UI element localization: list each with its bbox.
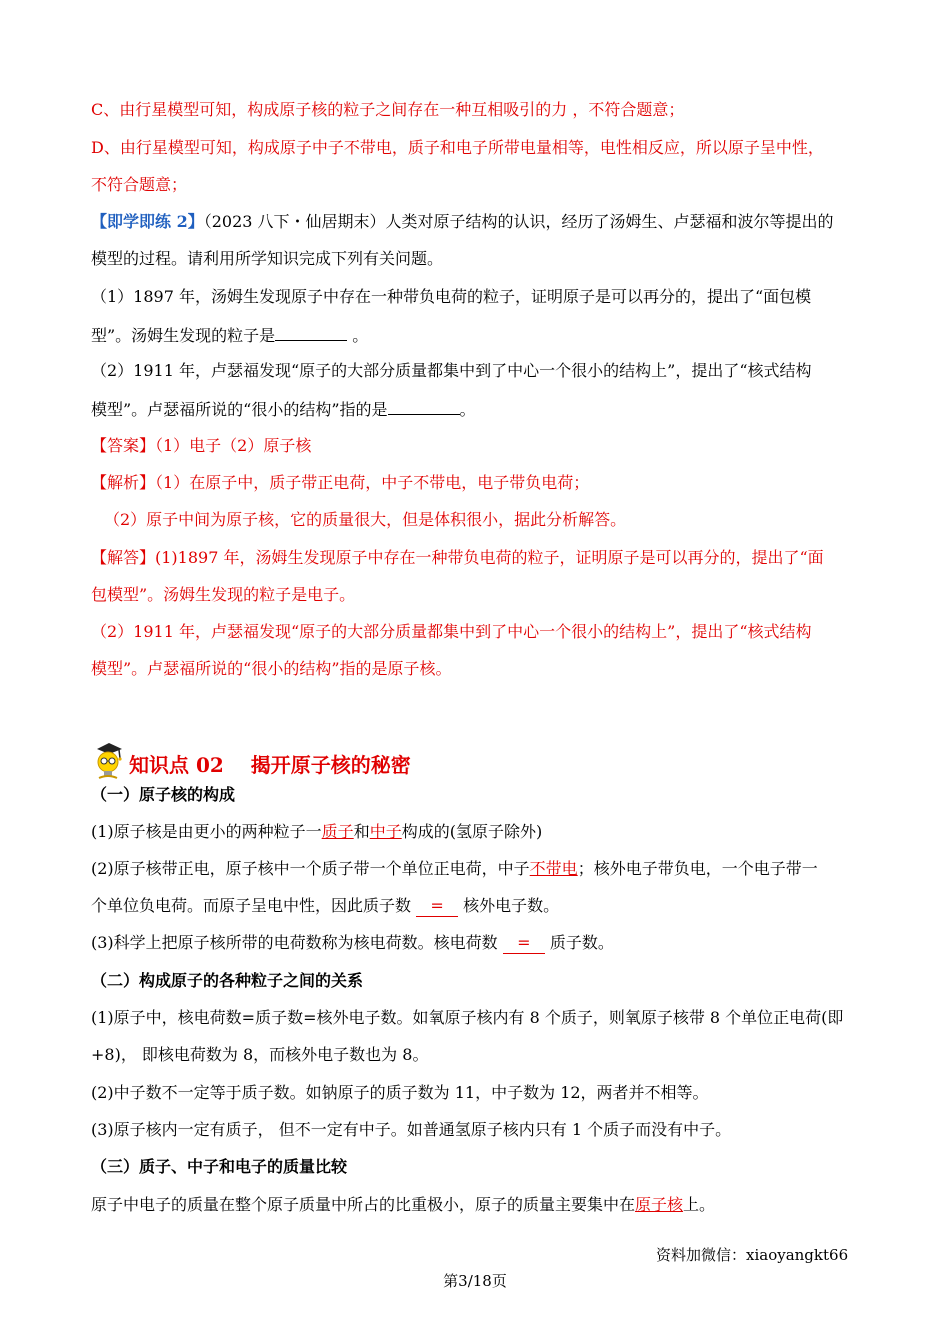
- part2-line2: +8)， 即核电荷数为 8，而核外电子数也为 8。: [91, 1045, 429, 1064]
- question-1-text: 型”。汤姆生发现的粒子是: [91, 326, 276, 345]
- part1-line1-mid: 和: [353, 822, 370, 841]
- part1-line2-end: ；核外电子带负电，一个电子带一: [577, 859, 818, 878]
- scholar-lightbulb-icon: [91, 740, 125, 786]
- question-1-line1: （1）1897 年，汤姆生发现原子中存在一种带负电荷的粒子，证明原子是可以再分的，提出了“面包模: [91, 287, 812, 306]
- question-1-line2: [91, 324, 368, 346]
- question-2-line1: （2）1911 年，卢瑟福发现“原子的大部分质量都集中到了中心一个很小的结构上”，提出了“核式结构: [91, 361, 812, 380]
- analysis-text-1: （1）在原子中，质子带正电荷，中子不带电，电子带负电荷；: [155, 473, 590, 492]
- part1-line4: [91, 933, 614, 954]
- analysis-line1: [91, 473, 589, 493]
- part1-line2-text: (2)原子核带正电，原子核中一个质子带一个单位正电荷，中子: [91, 859, 530, 878]
- question-1-end: 。: [347, 326, 369, 345]
- page-number: 第3/18页: [443, 1272, 507, 1290]
- exercise-intro: [91, 212, 834, 232]
- option-d-text-line1: D、由行星模型可知，构成原子中子不带电，质子和电子所带电量相等，电性相反应，所以原子呈中性，: [91, 138, 824, 157]
- answer-nucleus: 原子核: [635, 1195, 684, 1214]
- part1-line1-text: (1)原子核是由更小的两种粒子一: [91, 822, 322, 841]
- option-d-text-line2: 不符合题意；: [91, 175, 188, 194]
- part1-line3-end: 核外电子数。: [458, 896, 560, 915]
- section-title: 知识点 02 揭开原子核的秘密: [129, 752, 411, 777]
- part2-line1: (1)原子中，核电荷数=质子数=核外电子数。如氧原子核内有 8 个质子，则氧原子核带 8 个单位正电荷(即: [91, 1008, 844, 1027]
- part3-line1: [91, 1195, 715, 1215]
- analysis-tag: 【解析】: [91, 473, 156, 492]
- question-2-end: 。: [459, 400, 476, 419]
- analysis-line2: （2）原子中间为原子核，它的质量很大，但是体积很小，据此分析解答。: [104, 510, 627, 529]
- solution-line4: 模型”。卢瑟福所说的“很小的结构”指的是原子核。: [91, 659, 452, 678]
- part1-heading: （一）原子核的构成: [91, 785, 236, 804]
- part3-heading: （三）质子、中子和电子的质量比较: [91, 1157, 348, 1176]
- answer-proton: 质子: [321, 822, 354, 841]
- answer-neutron: 中子: [369, 822, 402, 841]
- part1-line1-end: 构成的(氢原子除外): [401, 822, 543, 841]
- part1-line4-text: (3)科学上把原子核所带的电荷数称为核电荷数。核电荷数: [91, 933, 503, 952]
- part3-line1-text: 原子中电子的质量在整个原子质量中所占的比重极小，原子的质量主要集中在: [91, 1195, 636, 1214]
- question-2-text: 模型”。卢瑟福所说的“很小的结构”指的是: [91, 400, 388, 419]
- part1-line4-end: 质子数。: [544, 933, 614, 952]
- part2-line4: (3)原子核内一定有质子， 但不一定有中子。如普通氢原子核内只有 1 个质子而没有中子。: [91, 1120, 732, 1139]
- option-c-text: C、由行星模型可知，构成原子核的粒子之间存在一种互相吸引的力 ，不符合题意；: [91, 100, 685, 119]
- part1-line3: [91, 896, 559, 917]
- part2-heading: （二）构成原子的各种粒子之间的关系: [91, 971, 364, 990]
- answer-equals-1: =: [416, 896, 458, 917]
- question-2-blank[interactable]: [388, 398, 460, 415]
- section-heading: [91, 745, 411, 781]
- solution-line3: （2）1911 年，卢瑟福发现“原子的大部分质量都集中到了中心一个很小的结构上”，提出了“核式结构: [91, 622, 812, 641]
- part3-line1-end: 上。: [683, 1195, 716, 1214]
- exercise-intro-line2: 模型的过程。请利用所学知识完成下列有关问题。: [91, 249, 444, 268]
- part1-line1: [91, 822, 542, 842]
- part1-line3-text: 个单位负电荷。而原子呈电中性，因此质子数: [91, 896, 417, 915]
- wechat-note: 资料加微信：xiaoyangkt66: [656, 1246, 849, 1264]
- solution-line1: 【解答】(1)1897 年，汤姆生发现原子中存在一种带负电荷的粒子，证明原子是可以再分的，提出了“面: [91, 548, 824, 567]
- question-2-line2: [91, 398, 476, 420]
- question-1-blank[interactable]: [275, 324, 347, 341]
- part2-line3: (2)中子数不一定等于质子数。如钠原子的质子数为 11，中子数为 12，两者并不相等。: [91, 1083, 709, 1102]
- solution-line2: 包模型”。汤姆生发现的粒子是电子。: [91, 585, 356, 604]
- answer-equals-2: =: [503, 933, 545, 954]
- exercise-intro-text: （2023 八下・仙居期末）人类对原子结构的认识，经历了汤姆生、卢瑟福和波尔等提出的: [203, 212, 834, 231]
- answer-line: 【答案】（1）电子（2）原子核: [91, 436, 312, 455]
- exercise-tag: 【即学即练 2】: [91, 212, 204, 231]
- answer-no-charge: 不带电: [529, 859, 578, 878]
- part1-line2: [91, 859, 818, 879]
